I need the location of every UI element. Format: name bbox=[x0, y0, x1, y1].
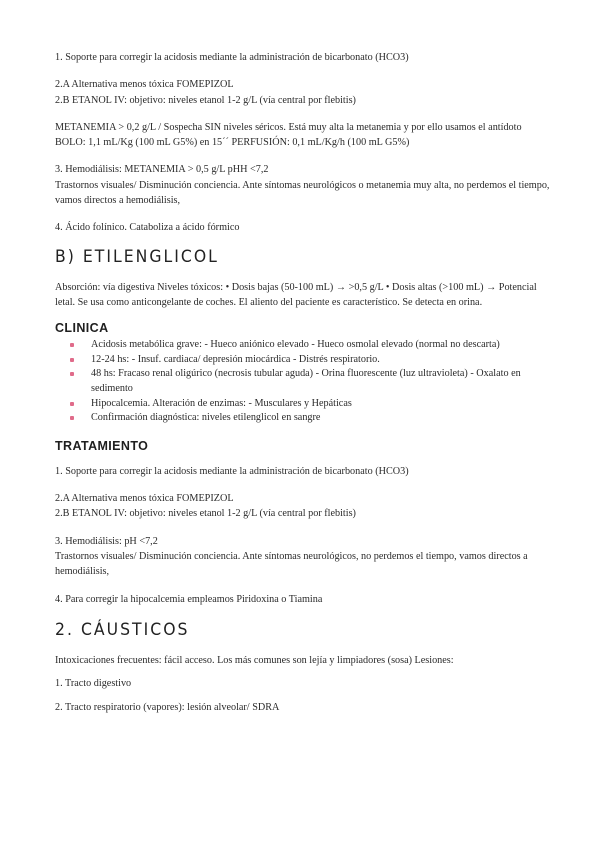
section-heading-causticos: 2. CÁUSTICOS bbox=[55, 619, 190, 640]
bullet-icon bbox=[70, 372, 74, 376]
paragraph-etanol: 2.B ETANOL IV: objetivo: niveles etanol 1-2 g/L (vía central por flebitis) bbox=[55, 94, 356, 106]
paragraph-etanol-b: 2.B ETANOL IV: objetivo: niveles etanol 1-2 g/L (vía central por flebitis) bbox=[55, 508, 356, 520]
list-item: Acidosis metabólica grave: - Hueco aniónico elevado - Hueco osmolal elevado (normal no descarta) bbox=[91, 338, 559, 353]
bullet-icon bbox=[70, 343, 74, 347]
paragraph-absorcion: Absorción: vía digestiva Niveles tóxicos: • Dosis bajas (50-100 mL) → >0,5 g/L • Dosis altas (>100 mL) → Potencial letal. Se usa como anticongelante de coches. El aliento del paciente es característico. Se detecta en orina. bbox=[55, 281, 537, 308]
paragraph-trastornos-b: Trastornos visuales/ Disminución conciencia. Ante síntomas neurológicos, no perdemos el tiempo, vamos directos a hemodiálisis, bbox=[55, 551, 528, 578]
paragraph-fomepizol: 2.A Alternativa menos tóxica FOMEPIZOL bbox=[55, 79, 234, 91]
bullet-icon bbox=[70, 402, 74, 406]
paragraph-tracto-digestivo: 1. Tracto digestivo bbox=[55, 678, 132, 690]
paragraph-intoxicaciones: Intoxicaciones frecuentes: fácil acceso. Los más comunes son lejía y limpiadores (sosa) Lesiones: bbox=[55, 654, 454, 666]
list-item: 48 hs: Fracaso renal oligúrico (necrosis tubular aguda) - Orina fluorescente (luz ultravioleta) - Oxalato en sedimento bbox=[91, 367, 559, 396]
paragraph-acido-folinico: 4. Ácido folínico. Cataboliza a ácido fórmico bbox=[55, 222, 240, 234]
list-item: Confirmación diagnóstica: niveles etilenglicol en sangre bbox=[91, 411, 559, 426]
subheading-tratamiento: TRATAMIENTO bbox=[55, 438, 149, 453]
clinica-list bbox=[55, 338, 559, 426]
list-item: 12-24 hs: - Insuf. cardiaca/ depresión miocárdica - Distrés respiratorio. bbox=[91, 353, 559, 368]
paragraph-fomepizol-b: 2.A Alternativa menos tóxica FOMEPIZOL bbox=[55, 493, 234, 505]
list-item: Hipocalcemia. Alteración de enzimas: - Musculares y Hepáticas bbox=[91, 397, 559, 412]
paragraph-hemodialisis-b: 3. Hemodiálisis: pH <7,2 bbox=[55, 535, 158, 547]
section-heading-etilenglicol: B) ETILENGLICOL bbox=[55, 246, 219, 267]
bullet-icon bbox=[70, 358, 74, 362]
subheading-clinica: CLINICA bbox=[55, 321, 109, 336]
paragraph-trastornos: Trastornos visuales/ Disminución conciencia. Ante síntomas neurológicos o metanemia muy alta, no perdemos el tiempo, vamos directos a hemodiálisis, bbox=[55, 179, 550, 207]
bullet-icon bbox=[70, 416, 74, 420]
paragraph-hemodialisis: 3. Hemodiálisis: METANEMIA > 0,5 g/L pHH <7,2 bbox=[55, 164, 269, 176]
paragraph-soporte-b: 1. Soporte para corregir la acidosis mediante la administración de bicarbonato (HCO3) bbox=[55, 465, 409, 477]
paragraph-bolo: BOLO: 1,1 mL/Kg (100 mL G5%) en 15´´ PERFUSIÓN: 0,1 mL/Kg/h (100 mL G5%) bbox=[55, 137, 410, 149]
paragraph-tracto-respiratorio: 2. Tracto respiratorio (vapores): lesión alveolar/ SDRA bbox=[55, 701, 280, 713]
paragraph-hipocalcemia: 4. Para corregir la hipocalcemia empleamos Piridoxina o Tiamina bbox=[55, 593, 323, 605]
paragraph-metanemia: METANEMIA > 0,2 g/L / Sospecha SIN niveles séricos. Está muy alta la metanemia y por ello usamos el antídoto bbox=[55, 121, 522, 133]
paragraph-soporte: 1. Soporte para corregir la acidosis mediante la administración de bicarbonato (HCO3) bbox=[55, 52, 409, 63]
